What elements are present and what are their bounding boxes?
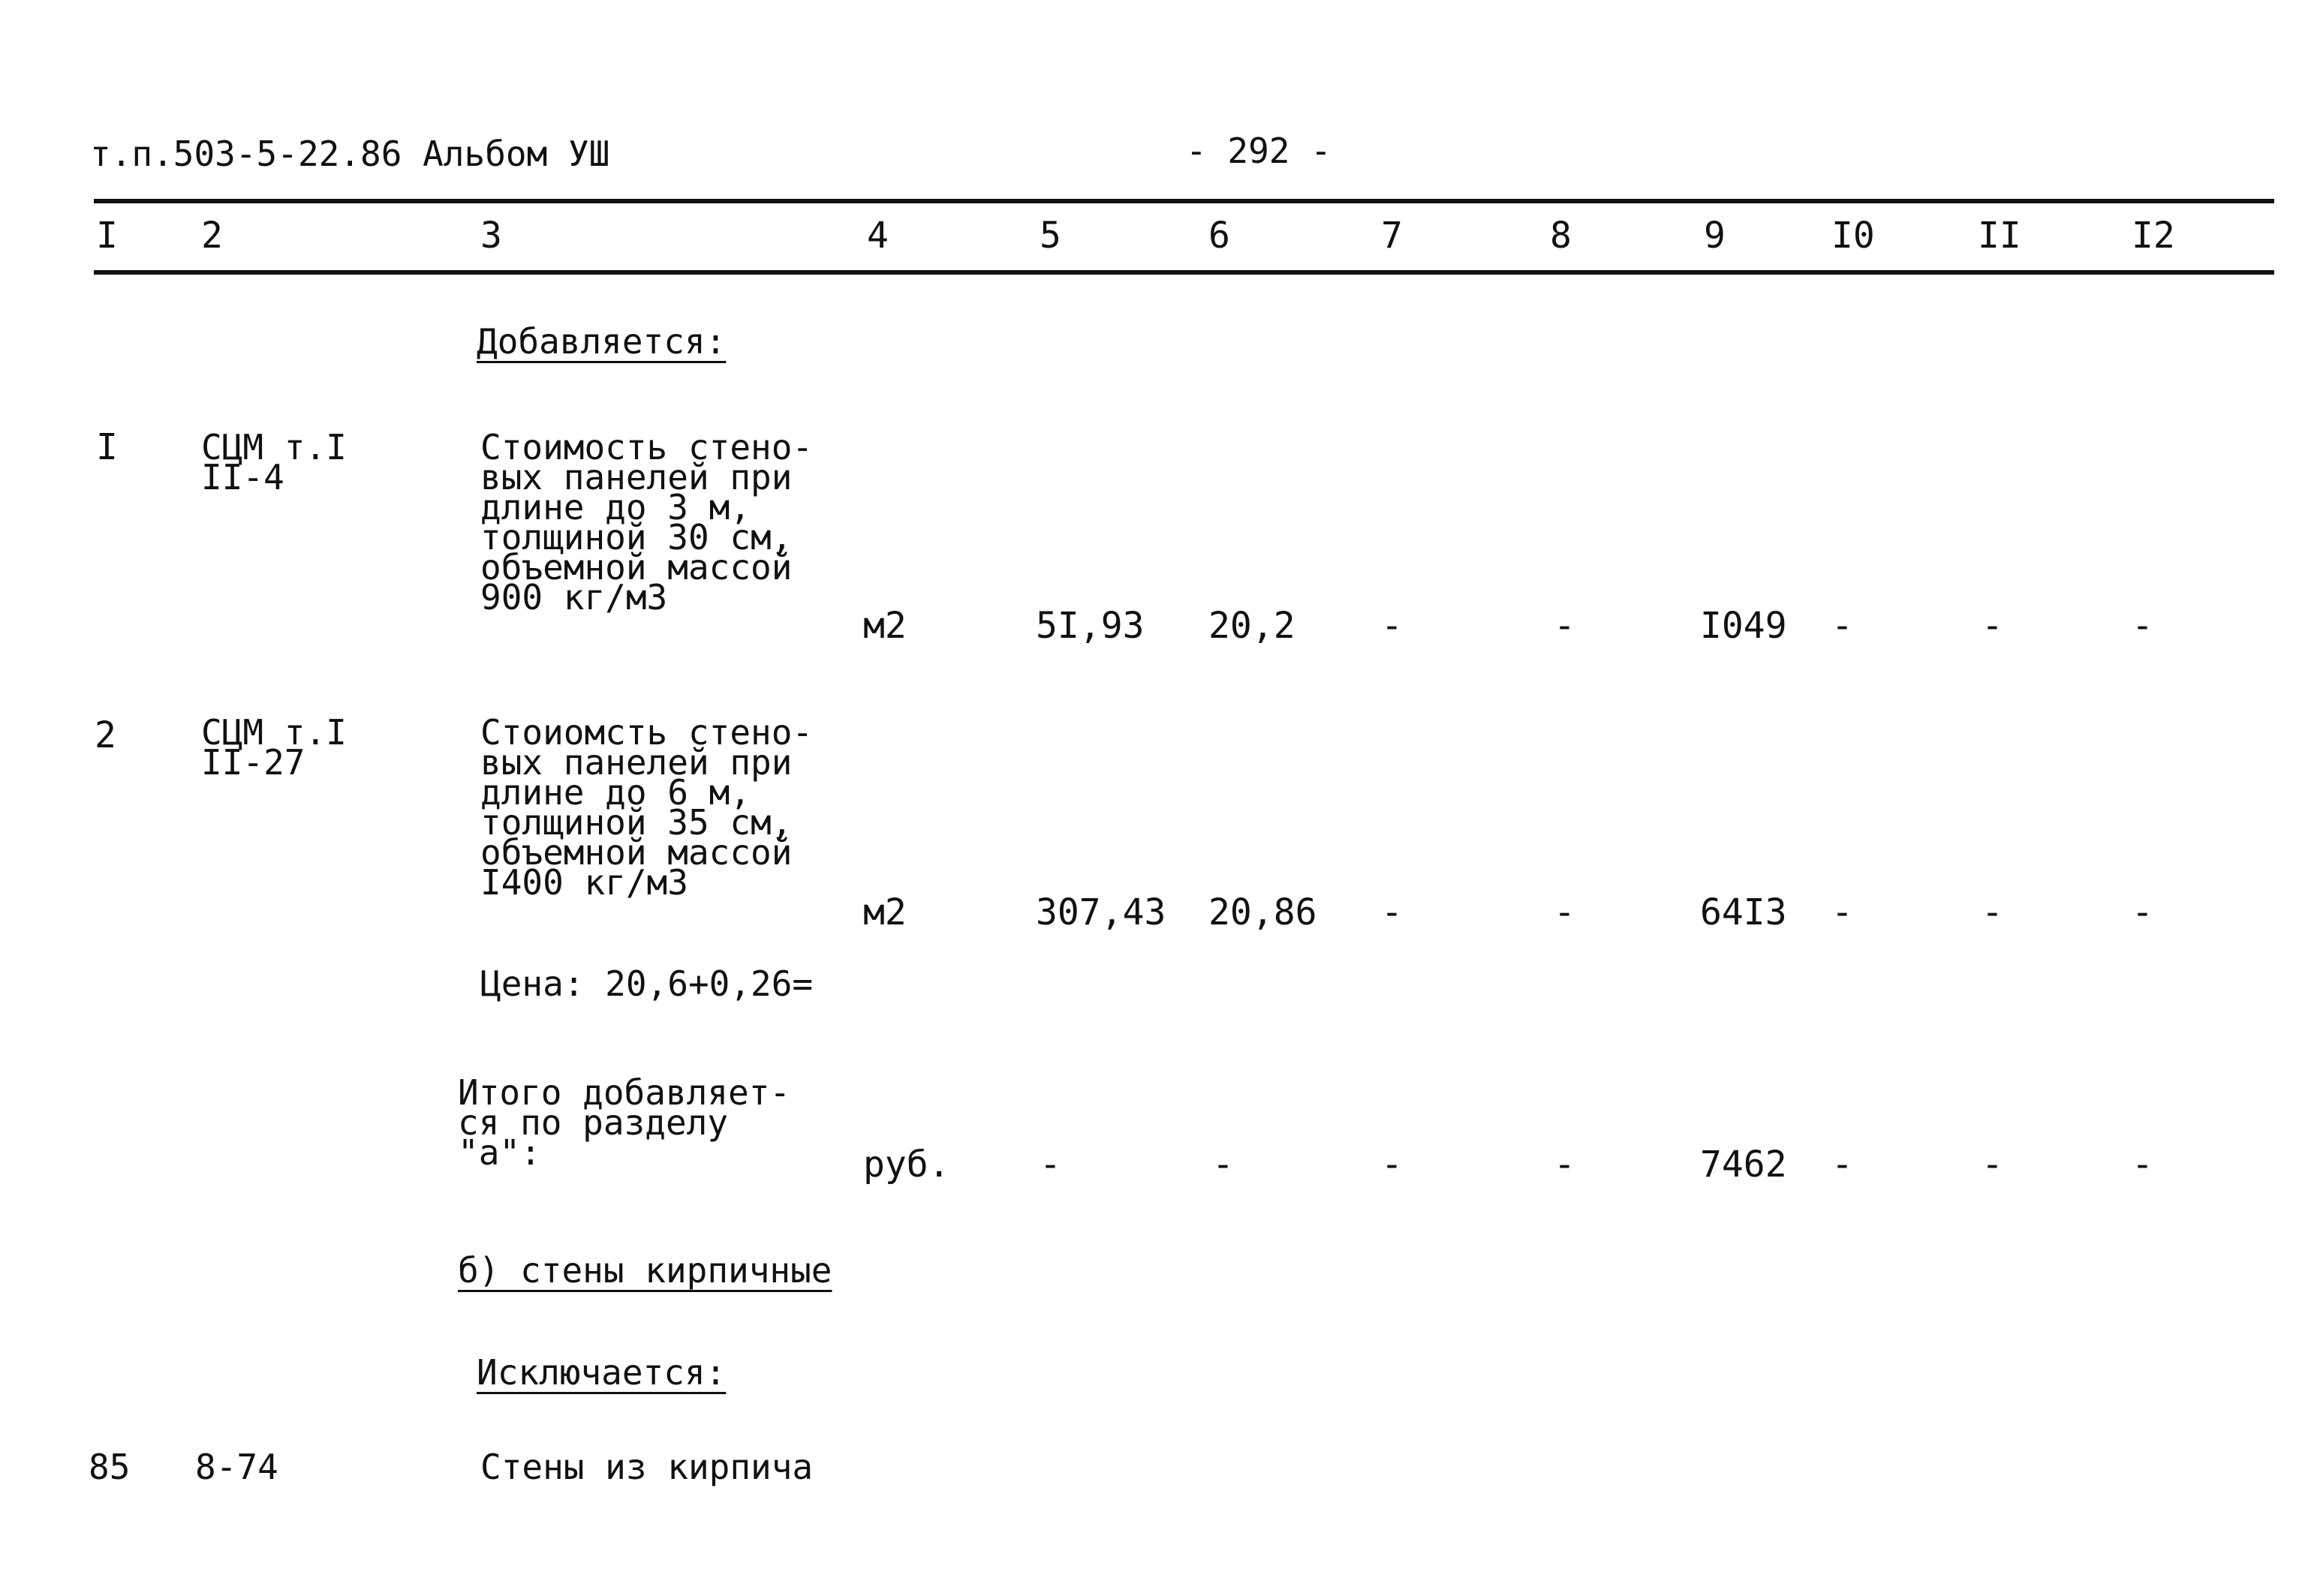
column-header: 2 xyxy=(201,215,223,257)
row-col8: - xyxy=(1554,605,1575,647)
row-col5: 307,43 xyxy=(1036,891,1166,933)
row-col6: 20,86 xyxy=(1208,891,1317,933)
column-header: 4 xyxy=(867,215,889,257)
section-excluded-heading: Исключается: xyxy=(477,1352,727,1393)
total-col10: - xyxy=(1831,1144,1853,1186)
total-col8: - xyxy=(1554,1144,1575,1186)
column-header: 8 xyxy=(1550,215,1572,257)
total-col9: 7462 xyxy=(1700,1144,1787,1186)
section-brick-walls-heading: б) стены кирпичные xyxy=(458,1250,832,1291)
row-col6: 20,2 xyxy=(1208,605,1295,647)
row-col5: 5I,93 xyxy=(1036,605,1145,647)
row-code: СЦМ т.I II-4 xyxy=(201,427,347,497)
total-description: Итого добавляет- ся по разделу "а": xyxy=(458,1072,791,1173)
total-col12: - xyxy=(2132,1144,2153,1186)
total-col11: - xyxy=(1982,1144,2003,1186)
row-unit: м2 xyxy=(863,605,907,647)
row-col9: 64I3 xyxy=(1700,891,1787,933)
column-header: 7 xyxy=(1381,215,1403,257)
row-col11: - xyxy=(1982,605,2003,647)
row-col10: - xyxy=(1831,605,1853,647)
row-unit: м2 xyxy=(863,891,907,933)
column-header: I xyxy=(96,215,118,257)
price-note: Цена: 20,6+0,26= xyxy=(480,963,814,1004)
row-col9: I049 xyxy=(1700,605,1787,647)
row-col12: - xyxy=(2132,605,2153,647)
row-code: 8-74 xyxy=(195,1447,278,1487)
column-header: I0 xyxy=(1831,215,1875,257)
top-rule xyxy=(94,199,2274,203)
column-header: II xyxy=(1978,215,2021,257)
total-col7: - xyxy=(1381,1144,1403,1186)
row-col7: - xyxy=(1381,891,1403,933)
column-header: 9 xyxy=(1704,215,1726,257)
section-added-heading: Добавляется: xyxy=(477,321,727,362)
total-unit: руб. xyxy=(863,1144,950,1186)
total-col6: - xyxy=(1212,1144,1234,1186)
header-bottom-rule xyxy=(94,270,2274,275)
row-col11: - xyxy=(1982,891,2003,933)
row-description: Стоиомсть стено- вых панелей при длине до 6 м, толщиной 35 см, объемной массой I400 кг/м3 xyxy=(480,712,814,903)
row-code: СЦМ т.I II-27 xyxy=(201,712,347,783)
column-header: 6 xyxy=(1208,215,1230,257)
row-number: 85 xyxy=(89,1447,131,1487)
column-header: I2 xyxy=(2132,215,2175,257)
row-description: Стоимость стено- вых панелей при длине до 3 м, толщиной 30 см, объемной массой 900 кг/м3 xyxy=(480,427,814,618)
row-col10: - xyxy=(1831,891,1853,933)
column-header: 5 xyxy=(1040,215,1061,257)
row-col8: - xyxy=(1554,891,1575,933)
row-number: I xyxy=(96,426,118,468)
column-header: 3 xyxy=(480,215,502,257)
document-reference: т.п.503-5-22.86 Альбом УШ xyxy=(90,134,610,174)
total-col5: - xyxy=(1040,1144,1061,1186)
page-number: - 292 - xyxy=(1186,131,1332,171)
row-description: Стены из кирпича xyxy=(480,1447,814,1487)
row-col12: - xyxy=(2132,891,2153,933)
row-col7: - xyxy=(1381,605,1403,647)
row-number: 2 xyxy=(95,714,116,756)
